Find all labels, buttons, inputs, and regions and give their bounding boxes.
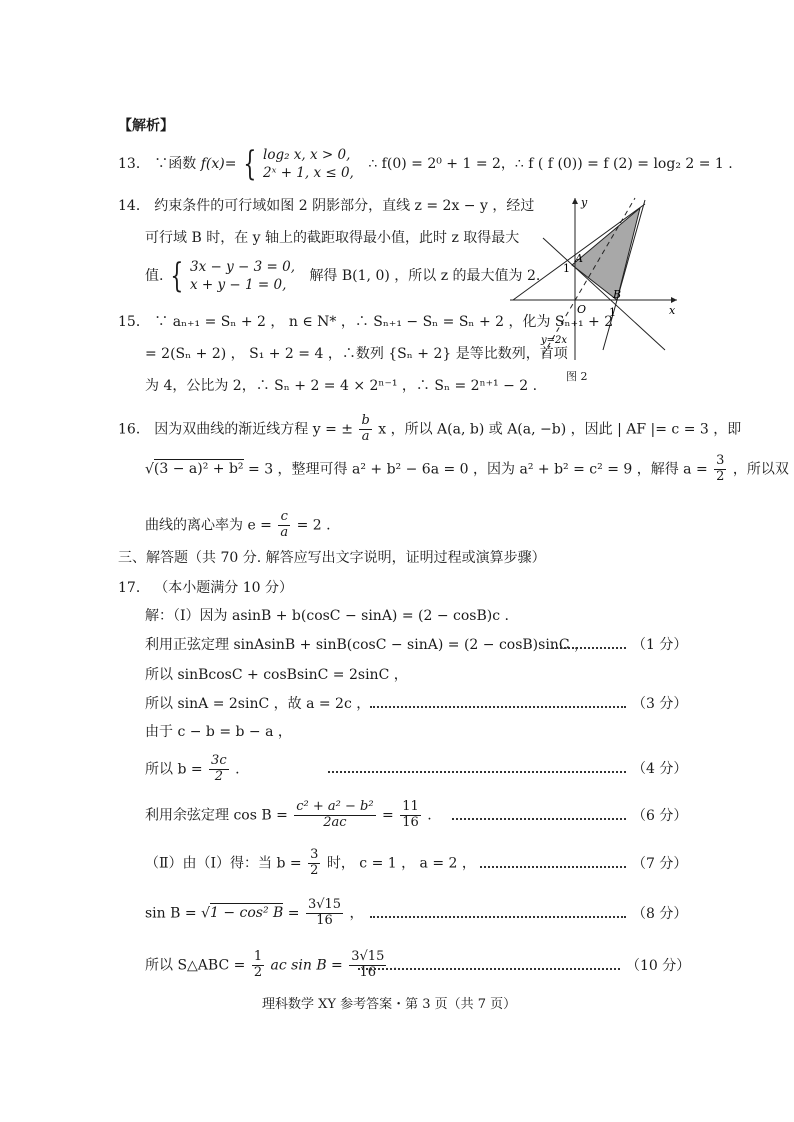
q17-fraction-cos: $\frac{\text{c² + a² − b²}}{2ac}$ xyxy=(296,799,374,830)
q16-tail3: = 2 . xyxy=(296,517,331,534)
q17-header xyxy=(118,580,293,597)
q15-number: 15． xyxy=(118,314,150,330)
q17-fraction-3c-2: $\frac{3c}{2}$ xyxy=(211,753,227,784)
q17-s10-mid: ac sin B = xyxy=(270,957,343,974)
q13-case1: log₂ x, x > 0, xyxy=(263,147,351,163)
q17-s10-tail: . xyxy=(392,957,398,974)
q17-step8 xyxy=(145,848,476,879)
q17-step2: 利用正弦定理 sinAsinB + sinB(cosC − sinA) = (2 − cosB)sinC ， xyxy=(145,637,588,653)
section-3-title: 三、解答题（共 70 分. 解答应写出文字说明，证明过程或演算步骤） xyxy=(118,550,546,566)
q16-fraction-a: $\frac{3}{2}$ xyxy=(716,453,725,484)
q17-s8-tail: 时， c = 1 ， a = 2 ， xyxy=(326,855,476,872)
q17-fraction-sinB: $\frac{3√15}{16}$ xyxy=(307,897,342,928)
q14-tail: 解得 B(1, 0) ，所以 z 的最大值为 2. xyxy=(309,268,541,285)
point-a-label: A xyxy=(575,252,583,265)
q17-fraction-11-16: $\frac{11}{16}$ xyxy=(402,799,419,830)
q13-line xyxy=(118,144,733,185)
q14-line2: 可行域 B 时，在 y 轴上的截距取得最小值，此时 z 取得最大 xyxy=(145,230,520,246)
brace-symbol: { xyxy=(170,256,184,297)
q14-number: 14． xyxy=(118,198,150,214)
q15-line1 xyxy=(118,314,613,331)
tick-1-y: 1 xyxy=(563,262,570,275)
q17-s10-lead: 所以 S△ABC = xyxy=(145,957,246,974)
q16-number: 16． xyxy=(118,421,150,438)
leader-dots xyxy=(328,765,626,773)
q17-s7-lead: 利用余弦定理 cos B = xyxy=(145,807,288,824)
q13-lead: ∵函数 xyxy=(154,156,197,173)
score-10: （10 分） xyxy=(358,958,690,975)
q15-text1: ∵ aₙ₊₁ = Sₙ + 2 ， n ∈ N* ，∴ Sₙ₊₁ − Sₙ = Sₙ + 2 ，化为 Sₙ₊₁ + 2 xyxy=(154,314,614,330)
q13-tail: ∴ f(0) = 2⁰ + 1 = 2，∴ f ( f (0)) = f (2) = log₂ 2 = 1 . xyxy=(368,156,733,173)
q17-s9-lead: sin B = xyxy=(145,905,197,922)
q17-s7-tail: . xyxy=(427,807,432,824)
q16-line3 xyxy=(145,510,331,541)
q17-s9-tail: ， xyxy=(349,905,364,922)
score-7: （7 分） xyxy=(480,856,687,873)
figure-caption: 图 2 xyxy=(566,370,588,383)
q13-case2: 2ˣ + 1, x ≤ 0, xyxy=(263,165,354,182)
q13-number: 13． xyxy=(118,156,150,173)
q17-step9 xyxy=(145,898,364,929)
q17-fraction-area: $\frac{3√15}{16}$ xyxy=(351,949,385,980)
leader-dots xyxy=(358,962,620,970)
q17-fraction-3-2: $\frac{3}{2}$ xyxy=(310,847,319,878)
q17-number: 17． xyxy=(118,580,150,596)
y-axis-label: y xyxy=(581,196,588,209)
q16-line2 xyxy=(145,454,789,485)
q16-fraction-b-a: $\frac{b}{a}$ xyxy=(361,413,370,444)
q14-lead: 值. xyxy=(145,268,164,285)
x-axis-label: x xyxy=(669,304,676,317)
origin-label: O xyxy=(577,303,587,316)
q16-lead3: 曲线的离心率为 e = xyxy=(145,517,272,534)
q14-eq1: 3x − y − 3 = 0, xyxy=(190,259,295,275)
q14-line3 xyxy=(145,256,541,297)
q17-step5: 由于 c − b = b − a ， xyxy=(145,724,292,740)
score-3: （3 分） xyxy=(370,696,687,713)
q16-mid: = 3 ，整理可得 a² + b² − 6a = 0 ，因为 a² + b² = c² = 9 ，解得 a = xyxy=(248,461,708,478)
leader-dots xyxy=(552,641,626,649)
q17-step7 xyxy=(145,800,432,831)
q13-fx: f(x)= xyxy=(200,156,237,173)
point-b-label: B xyxy=(613,288,622,301)
q16-tail: ，所以双 xyxy=(732,461,789,478)
q14-system xyxy=(190,258,295,294)
q17-step3: 所以 sinBcosC + cosBsinC = 2sinC ， xyxy=(145,667,408,683)
q14-text1: 约束条件的可行域如图 2 阴影部分，直线 z = 2x − y ，经过 xyxy=(154,198,535,214)
q17-step1: 解：（Ⅰ）因为 asinB + b(cosC − sinA) = (2 − cosB)c . xyxy=(145,608,509,624)
q16-sqrt-expr: (3 − a)² + b² xyxy=(153,461,244,478)
q17-s6-tail: . xyxy=(235,761,240,778)
q15-line2: = 2(Sₙ + 2) ， S₁ + 2 = 4 ，∴数列 {Sₙ + 2} 是等比数列，首项 xyxy=(145,346,568,362)
q17-title: （本小题满分 10 分） xyxy=(154,580,293,596)
q14-line1 xyxy=(118,198,534,215)
line-label-y2x: y=2x xyxy=(541,335,568,346)
q16-fraction-e: $\frac{c}{a}$ xyxy=(280,509,289,540)
leader-dots xyxy=(370,700,626,708)
leader-dots xyxy=(452,812,626,820)
q17-fraction-half: $\frac{1}{2}$ xyxy=(253,949,263,980)
leader-dots xyxy=(480,860,626,868)
q13-piecewise xyxy=(263,146,354,182)
q17-s6-lead: 所以 b = xyxy=(145,761,203,778)
q17-step4: 所以 sinA = 2sinC ，故 a = 2c ， xyxy=(145,696,371,712)
score-6: （6 分） xyxy=(452,808,687,825)
leader-dots xyxy=(370,910,626,918)
score-8: （8 分） xyxy=(370,906,687,923)
sqrt-symbol: √ xyxy=(201,905,210,922)
score-4: （4 分） xyxy=(328,761,687,778)
q17-step6 xyxy=(145,754,240,785)
section-header: 【解析】 xyxy=(118,118,174,134)
brace-symbol: { xyxy=(243,144,257,185)
q17-s9-sqrt: 1 − cos² B xyxy=(209,905,284,922)
q16-line1 xyxy=(118,414,741,445)
tick-1-x: 1 xyxy=(609,306,616,319)
q16-text1a: 因为双曲线的渐近线方程 y = ± xyxy=(154,421,354,438)
q17-s8-lead: （Ⅱ）由（Ⅰ）得：当 b = xyxy=(145,855,302,872)
q15-line3: 为 4，公比为 2，∴ Sₙ + 2 = 4 × 2ⁿ⁻¹ ，∴ Sₙ = 2ⁿ⁺¹ − 2 . xyxy=(145,378,538,394)
score-1: （1 分） xyxy=(552,637,687,654)
page-footer: 理科数学 XY 参考答案・第 3 页（共 7 页） xyxy=(262,997,517,1012)
q16-text1b: x ，所以 A(a, b) 或 A(a, −b) ，因此 | AF |= c = 3 ，即 xyxy=(378,421,742,438)
sqrt-symbol: √ xyxy=(145,461,154,478)
q17-s7-eq: = xyxy=(382,807,394,824)
q14-eq2: x + y − 1 = 0, xyxy=(190,277,287,294)
q17-s9-eq: = xyxy=(287,905,300,922)
